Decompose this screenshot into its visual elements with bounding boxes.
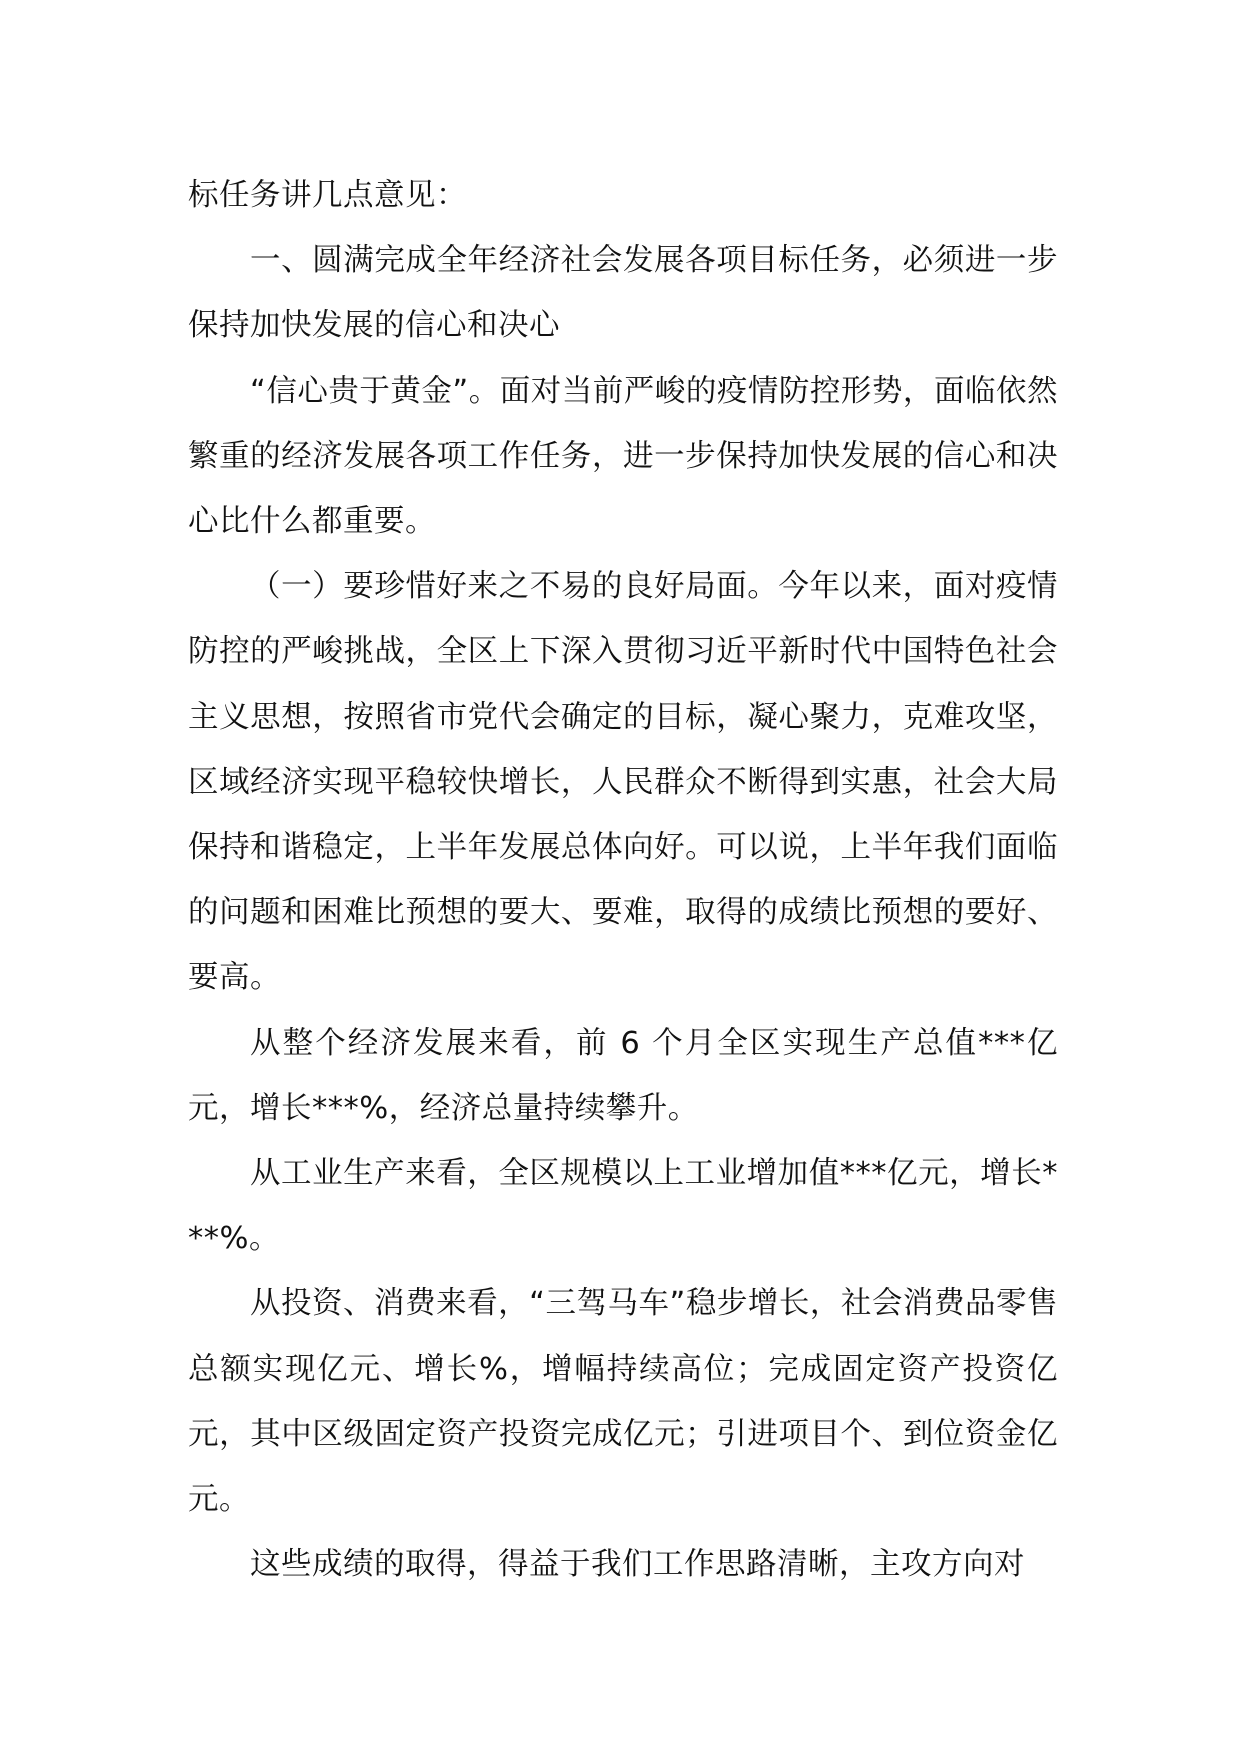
paragraph-8: 这些成绩的取得，得益于我们工作思路清晰，主攻方向对 [250,1547,1025,1583]
paragraph-5: 从整个经济发展来看，前 6 个月全区实现生产总值***亿元，增长***%，经济总量持续攀升。 [188,1025,1058,1126]
paragraph-3: “信心贵于黄金”。面对当前严峻的疫情防控形势，面临依然繁重的经济发展各项工作任务，进一步保持加快发展的信心和决心比什么都重要。 [188,373,1058,540]
paragraph-4: （一）要珍惜好来之不易的良好局面。今年以来，面对疫情防控的严峻挑战，全区上下深入贯彻习近平新时代中国特色社会主义思想，按照省市党代会确定的目标，凝心聚力，克难攻坚，区域经济实现平稳较快增长，人民群众不断得到实惠，社会大局保持和谐稳定，上半年发展总体向好。可以说，上半年我们面临的问题和困难比预想的要大、要难，取得的成绩比预想的要好、要高。 [188,569,1058,996]
paragraph-7: 从投资、消费来看，“三驾马车”稳步增长，社会消费品零售总额实现亿元、增长%，增幅持续高位；完成固定资产投资亿元，其中区级固定资产投资完成亿元；引进项目个、到位资金亿元。 [188,1286,1058,1518]
paragraph-1: 标任务讲几点意见： [188,178,467,213]
paragraph-6: 从工业生产来看，全区规模以上工业增加值***亿元，增长***%。 [188,1156,1058,1257]
paragraph-2: 一、圆满完成全年经济社会发展各项目标任务，必须进一步保持加快发展的信心和决心 [188,243,1058,344]
document-body [188,163,1058,1597]
